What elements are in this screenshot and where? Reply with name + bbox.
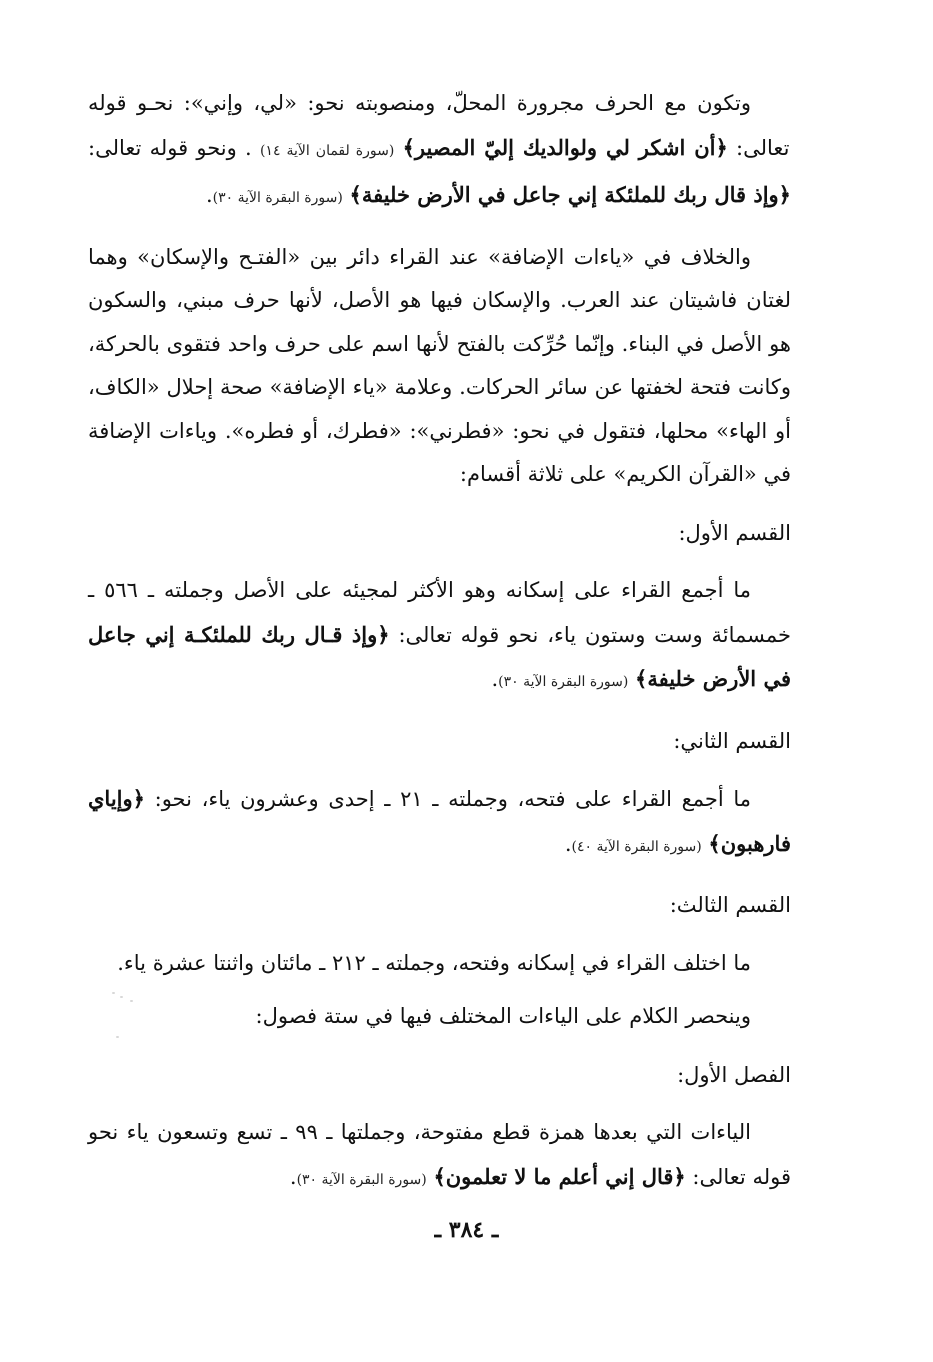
page-number: ـ ٣٨٤ ـ bbox=[434, 1217, 499, 1243]
section-heading-second: القسم الثاني: bbox=[673, 728, 791, 753]
chapter-heading-first: الفصل الأول: bbox=[677, 1062, 791, 1087]
paragraph-khilaf: والخلاف في «ياءات الإضافة» عند القراء دائر بين «الفتـح والإسكان» وهما لغتان فاشيتان عند العرب. والإسكان فيها هو الأصل، لأنها حرف مبني، والسكون هو الأصل في البناء. وإنّما حُرِّكت بالفتح لأنها اسم على حرف واحد فتقوى بالحركة، وكانت فتحة لخفتها عن سائر الحركات. وعلامة «ياء الإضافة» صحة إحلال «الكاف، أو الهاء» محلها، فتقول في نحو: «فطرني»: «فطرك، أو فطره». وياءات الإضافة في «القرآن الكريم» على ثلاثة أقسام: bbox=[88, 244, 791, 486]
scan-speck bbox=[120, 996, 123, 998]
scan-speck bbox=[112, 992, 115, 994]
text-run: ما أجمع القراء على إسكانه وهو الأكثر لمجيئه على الأصل وجملته ـ ٥٦٦ ـ خمسمائة وست وستون ياء، نحو قوله تعالى: bbox=[88, 578, 791, 647]
scan-speck bbox=[116, 1036, 119, 1038]
text-run: . ونحو قوله تعالى: bbox=[88, 135, 252, 160]
section-heading-third: القسم الثالث: bbox=[669, 893, 791, 917]
verse-citation: (سورة البقرة الآية ٣٠) bbox=[212, 190, 343, 206]
text-run: وتكون مع الحرف مجرورة المحلّ، ومنصوبته نحو: «لي، وإني»: نحـو قوله تعالى: bbox=[88, 91, 790, 160]
scan-speck bbox=[130, 1000, 133, 1002]
text-run: الياءات التي بعدها همزة قطع مفتوحة، وجملتها ـ ٩٩ ـ تسع وتسعون ياء نحو قوله تعالى: bbox=[88, 1120, 791, 1189]
quran-verse: ﴿أن اشكر لي ولوالديك إليّ المصير﴾ bbox=[402, 134, 728, 160]
paragraph-idafa-forms bbox=[88, 82, 791, 221]
paragraph-section-first bbox=[88, 569, 791, 705]
text-run: . bbox=[491, 667, 499, 691]
text-run: . bbox=[205, 183, 213, 207]
page-body bbox=[88, 82, 791, 1217]
quran-verse: ﴿وإذ قـال ربك للملئكـة إني جاعل في الأرض خليفة﴾ bbox=[88, 621, 791, 691]
text-run: . bbox=[564, 831, 572, 856]
paragraph-six-chapters: وينحصر الكلام على الياءات المختلف فيها في ستة فصول: bbox=[255, 1004, 751, 1028]
verse-citation: (سورة لقمان الآية ١٤) bbox=[259, 142, 395, 159]
verse-citation: (سورة البقرة الآية ٣٠) bbox=[498, 674, 629, 690]
section-heading-first: القسم الأول: bbox=[678, 520, 791, 545]
verse-citation: (سورة البقرة الآية ٣٠) bbox=[296, 1171, 427, 1188]
verse-citation: (سورة البقرة الآية ٤٠) bbox=[571, 838, 702, 855]
quran-verse: ﴿وإياي فارهبون﴾ bbox=[88, 786, 791, 856]
paragraph-section-second bbox=[88, 777, 791, 869]
quran-verse: ﴿وإذ قال ربك للملئكة إني جاعل في الأرض خليفة﴾ bbox=[349, 182, 791, 207]
text-run: . bbox=[289, 1164, 297, 1189]
quran-verse: ﴿قال إني أعلم ما لا تعلمون﴾ bbox=[433, 1163, 686, 1189]
text-run: ما أجمع القراء على فتحه، وجملته ـ ٢١ ـ إحدى وعشرون ياء، نحو: bbox=[144, 787, 751, 811]
paragraph-section-third: ما اختلف القراء في إسكانه وفتحه، وجملته ـ ٢١٢ ـ مائتان واثنتا عشرة ياء. bbox=[117, 950, 751, 975]
paragraph-chapter-first bbox=[88, 1111, 791, 1202]
